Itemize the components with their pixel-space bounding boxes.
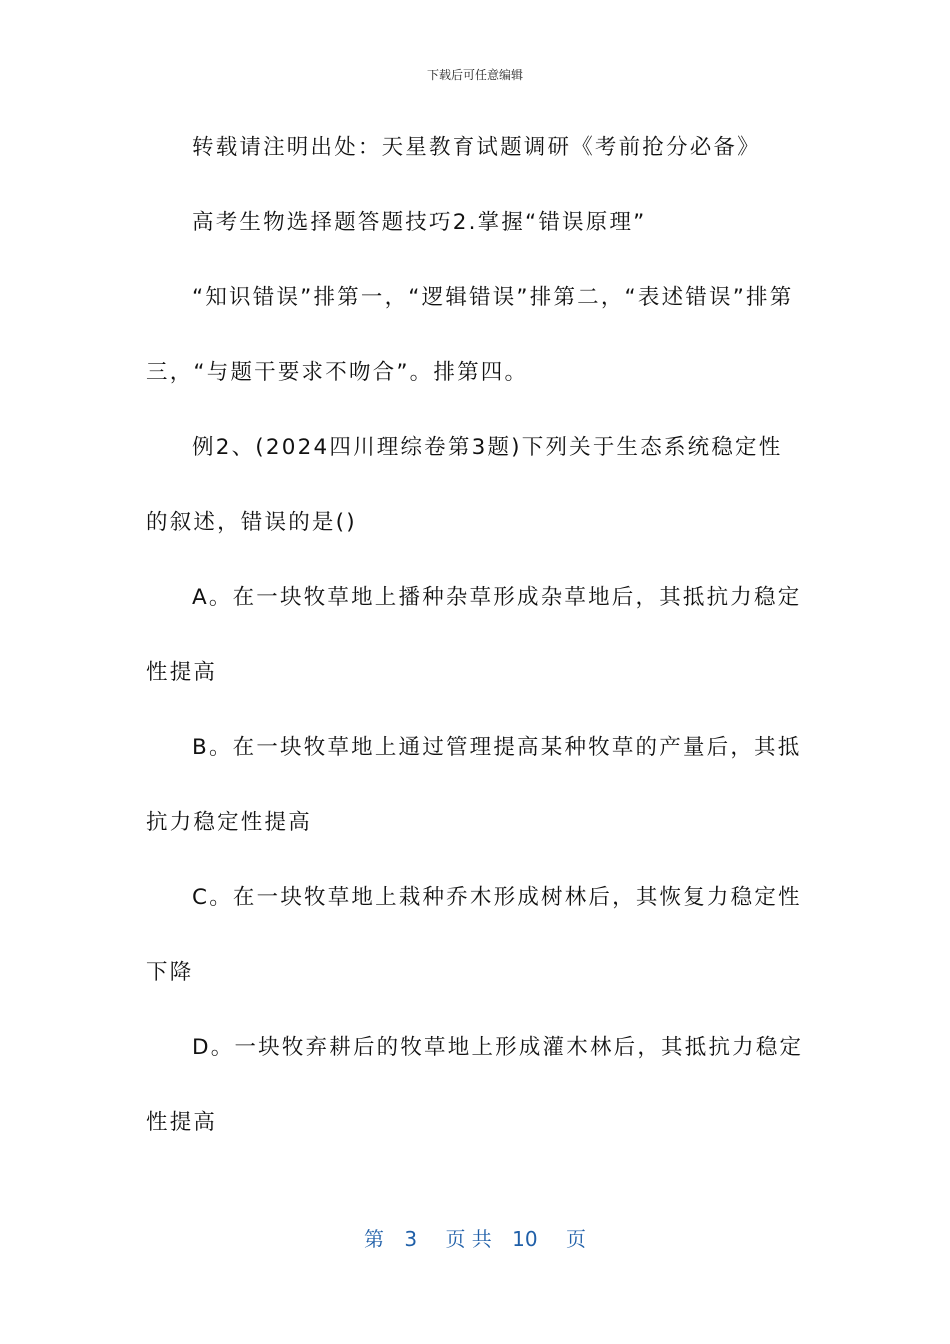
footer-middle: 页 共 [445, 1227, 492, 1251]
paragraph-option-a: A。在一块牧草地上播种杂草形成杂草地后，其抵抗力稳定性提高 [146, 585, 802, 685]
paragraph-source-notice: 转载请注明出处：天星教育试题调研《考前抢分必备》 [192, 135, 761, 160]
footer-current-page: 3 [404, 1227, 418, 1251]
paragraph-option-b: B。在一块牧草地上通过管理提高某种牧草的产量后，其抵抗力稳定性提高 [146, 735, 802, 835]
paragraph-example-question: 例2、(2024四川理综卷第3题)下列关于生态系统稳定性的叙述，错误的是() [146, 435, 783, 535]
document-body [146, 110, 806, 1160]
footer-prefix: 第 [364, 1227, 384, 1251]
header-note: 下载后可任意编辑 [426, 68, 523, 82]
footer-total-pages: 10 [512, 1227, 538, 1251]
page-footer [0, 1224, 950, 1254]
paragraph-title: 高考生物选择题答题技巧2.掌握“错误原理” [192, 210, 647, 235]
paragraph-error-principle: “知识错误”排第一，“逻辑错误”排第二，“表述错误”排第三，“与题干要求不吻合”。排第四。 [146, 285, 794, 385]
footer-suffix: 页 [565, 1227, 586, 1251]
paragraph-option-c: C。在一块牧草地上栽种乔木形成树林后，其恢复力稳定性下降 [146, 885, 802, 985]
paragraph-option-d: D。一块牧弃耕后的牧草地上形成灌木林后，其抵抗力稳定性提高 [146, 1035, 804, 1135]
